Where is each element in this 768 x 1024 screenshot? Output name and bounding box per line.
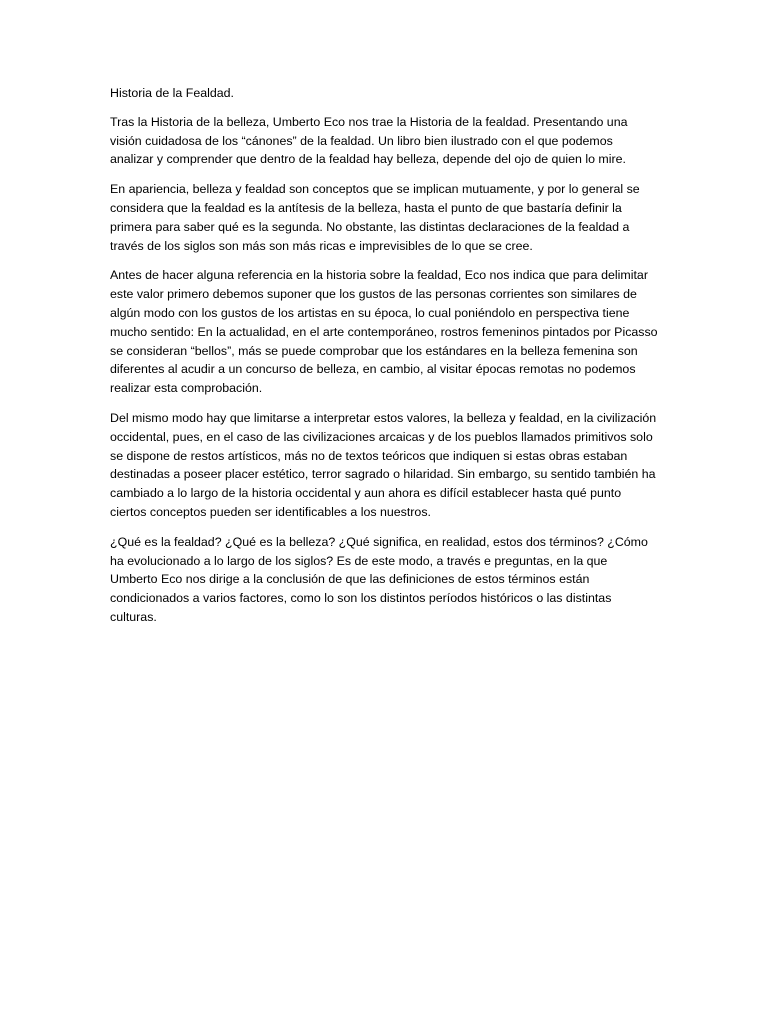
- paragraph-3: Antes de hacer alguna referencia en la historia sobre la fealdad, Eco nos indica que para delimitar este valor primero debemos suponer que los gustos de las personas corrientes son similares de algún modo con los gustos de los artistas en su época, lo cual poniéndolo en perspectiva tiene mucho sentido: En la actualidad, en el arte contemporáneo, rostros femeninos pintados por Picasso se consideran “bellos”, más se puede comprobar que los estándares en la belleza femenina son diferentes al acudir a un concurso de belleza, en cambio, al visitar épocas remotas no podemos realizar esta comprobación.: [110, 268, 658, 396]
- paragraph-1: Tras la Historia de la belleza, Umberto Eco nos trae la Historia de la fealdad. Presentando una visión cuidadosa de los “cánones” de la fealdad. Un libro bien ilustrado con el que podemos analizar y comprender que dentro de la fealdad hay belleza, depende del ojo de quien lo mire.: [110, 114, 628, 167]
- document-body: [110, 84, 658, 638]
- paragraph-2: En apariencia, belleza y fealdad son conceptos que se implican mutuamente, y por lo general se considera que la fealdad es la antítesis de la belleza, hasta el punto de que bastaría definir la primera para saber qué es la segunda. No obstante, las distintas declaraciones de la fealdad a través de los siglos son más son más ricas e imprevisibles de lo que se cree.: [110, 182, 640, 253]
- paragraph-4: Del mismo modo hay que limitarse a interpretar estos valores, la belleza y fealdad, en la civilización occidental, pues, en el caso de las civilizaciones arcaicas y de los pueblos llamados primitivos solo se dispone de restos artísticos, más no de textos teóricos que indiquen si estas obras estaban destinadas a poseer placer estético, terror sagrado o hilaridad. Sin embargo, su sentido también ha cambiado a lo largo de la historia occidental y aun ahora es difícil establecer hasta qué punto ciertos conceptos pueden ser identificables a los nuestros.: [110, 410, 657, 519]
- document-title: Historia de la Fealdad.: [110, 86, 234, 100]
- paragraph-5: ¿Qué es la fealdad? ¿Qué es la belleza? ¿Qué significa, en realidad, estos dos términos? ¿Cómo ha evolucionado a lo largo de los siglos? Es de este modo, a través e preguntas, en la que Umberto Eco nos dirige a la conclusión de que las definiciones de estos términos están condicionados a varios factores, como lo son los distintos períodos históricos o las distintas culturas.: [110, 534, 648, 624]
